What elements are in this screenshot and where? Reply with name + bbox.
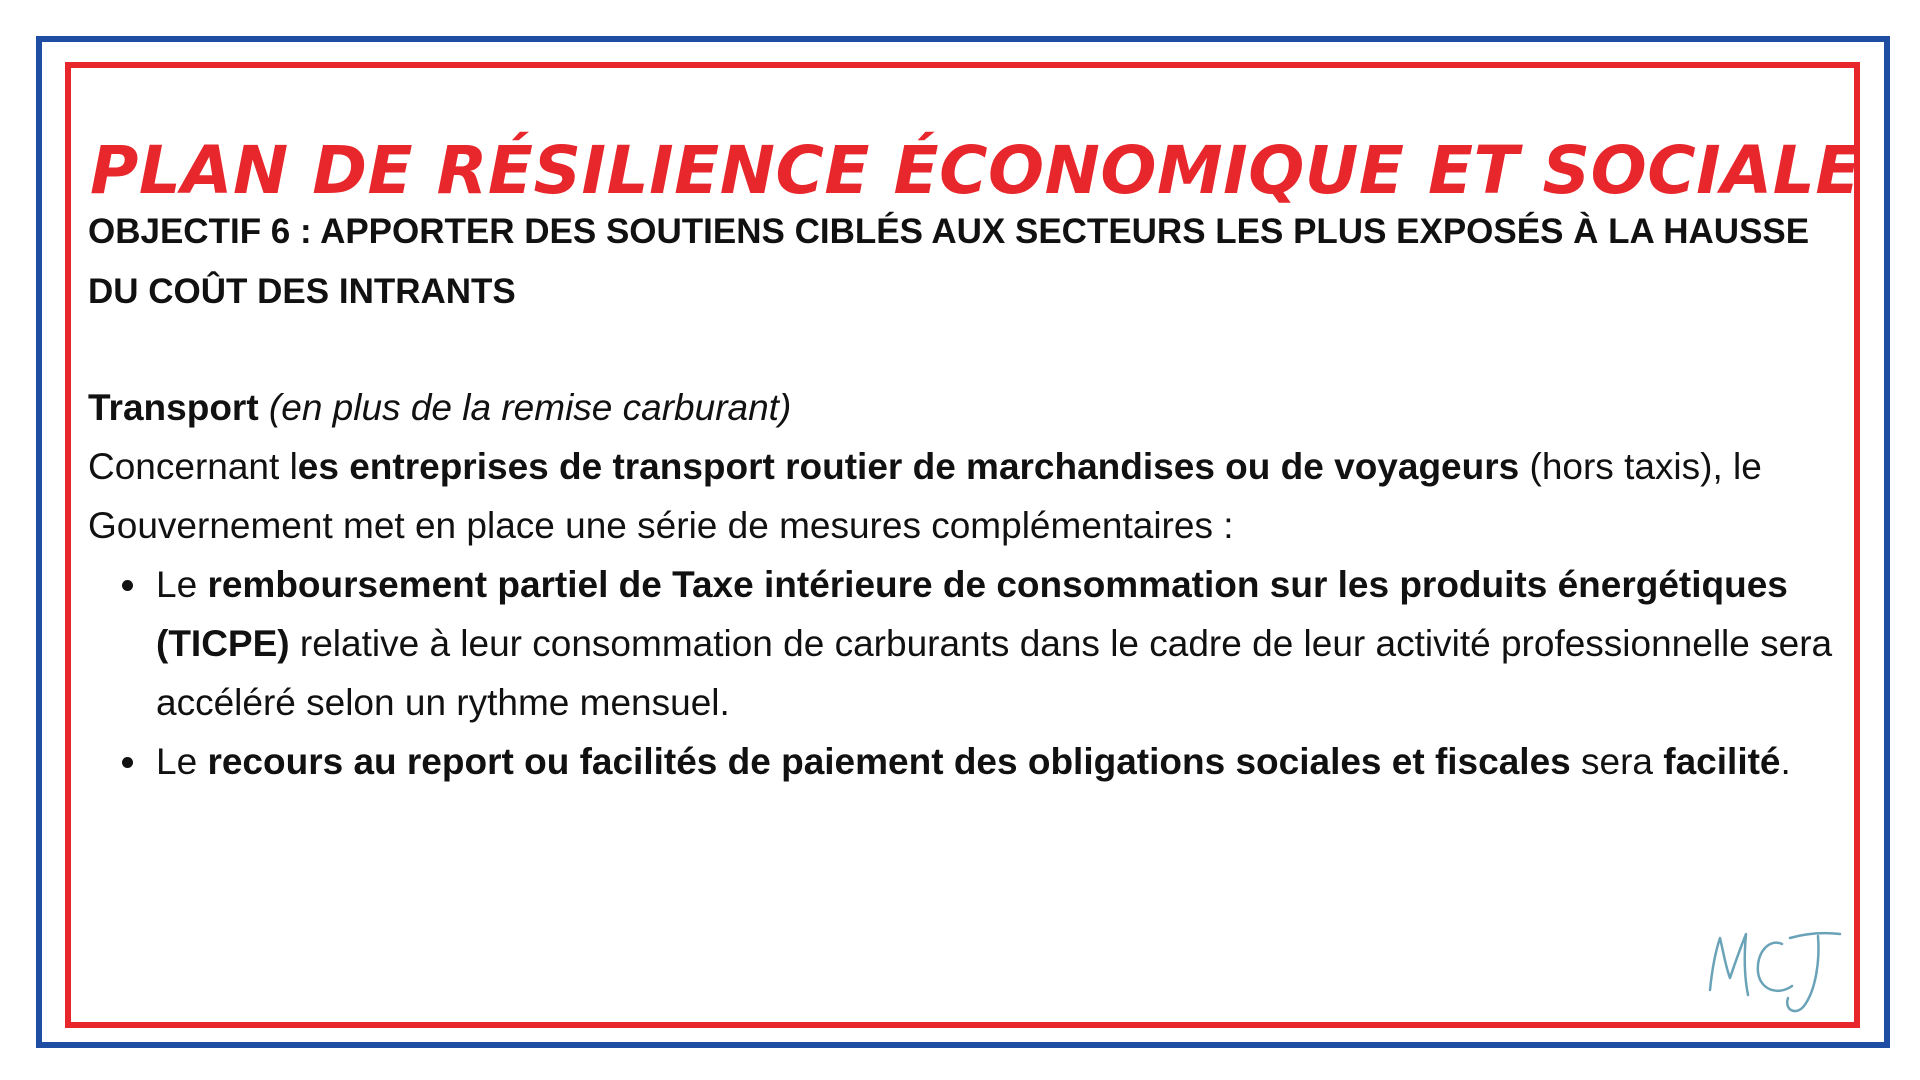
transport-section xyxy=(88,378,1848,791)
section-heading: Transport xyxy=(88,387,259,428)
intro-text-bold: es entreprises de transport routier de marchandises ou de voyageurs xyxy=(297,446,1520,487)
measure-1-prefix: Le xyxy=(156,564,208,605)
intro-text-end: (hors taxis), le Gouvernement met en place une série de mesures complémentaires : xyxy=(88,446,1762,546)
measure-1-bold: remboursement partiel de Taxe intérieure de consommation sur les produits énergétiques (TICPE) xyxy=(156,564,1788,664)
page-title: PLAN DE RÉSILIENCE ÉCONOMIQUE ET SOCIALE xyxy=(90,132,1861,210)
measure-2-prefix: Le xyxy=(156,741,208,782)
document-content xyxy=(88,202,1848,791)
measures-list xyxy=(88,555,1848,791)
section-heading-note: (en plus de la remise carburant) xyxy=(268,387,792,428)
measure-2-end: . xyxy=(1780,741,1791,782)
section-intro xyxy=(88,437,1848,555)
measure-2-middle: sera xyxy=(1570,741,1664,782)
section-heading-line xyxy=(88,378,1848,437)
objective-heading: OBJECTIF 6 : APPORTER DES SOUTIENS CIBLÉS AUX SECTEURS LES PLUS EXPOSÉS À LA HAUSSE DU COÛT DES INTRANTS xyxy=(88,212,1810,311)
measure-2-bold-end: facilité xyxy=(1663,741,1781,782)
signature-logo xyxy=(1700,920,1850,1020)
measure-2-bold: recours au report ou facilités de paiement des obligations sociales et fiscales xyxy=(207,741,1571,782)
list-item xyxy=(156,555,1848,732)
measure-1-rest: relative à leur consommation de carburants dans le cadre de leur activité professionnelle sera accéléré selon un rythme mensuel. xyxy=(156,623,1833,723)
intro-text-start: Concernant l xyxy=(88,446,298,487)
list-item xyxy=(156,732,1848,791)
